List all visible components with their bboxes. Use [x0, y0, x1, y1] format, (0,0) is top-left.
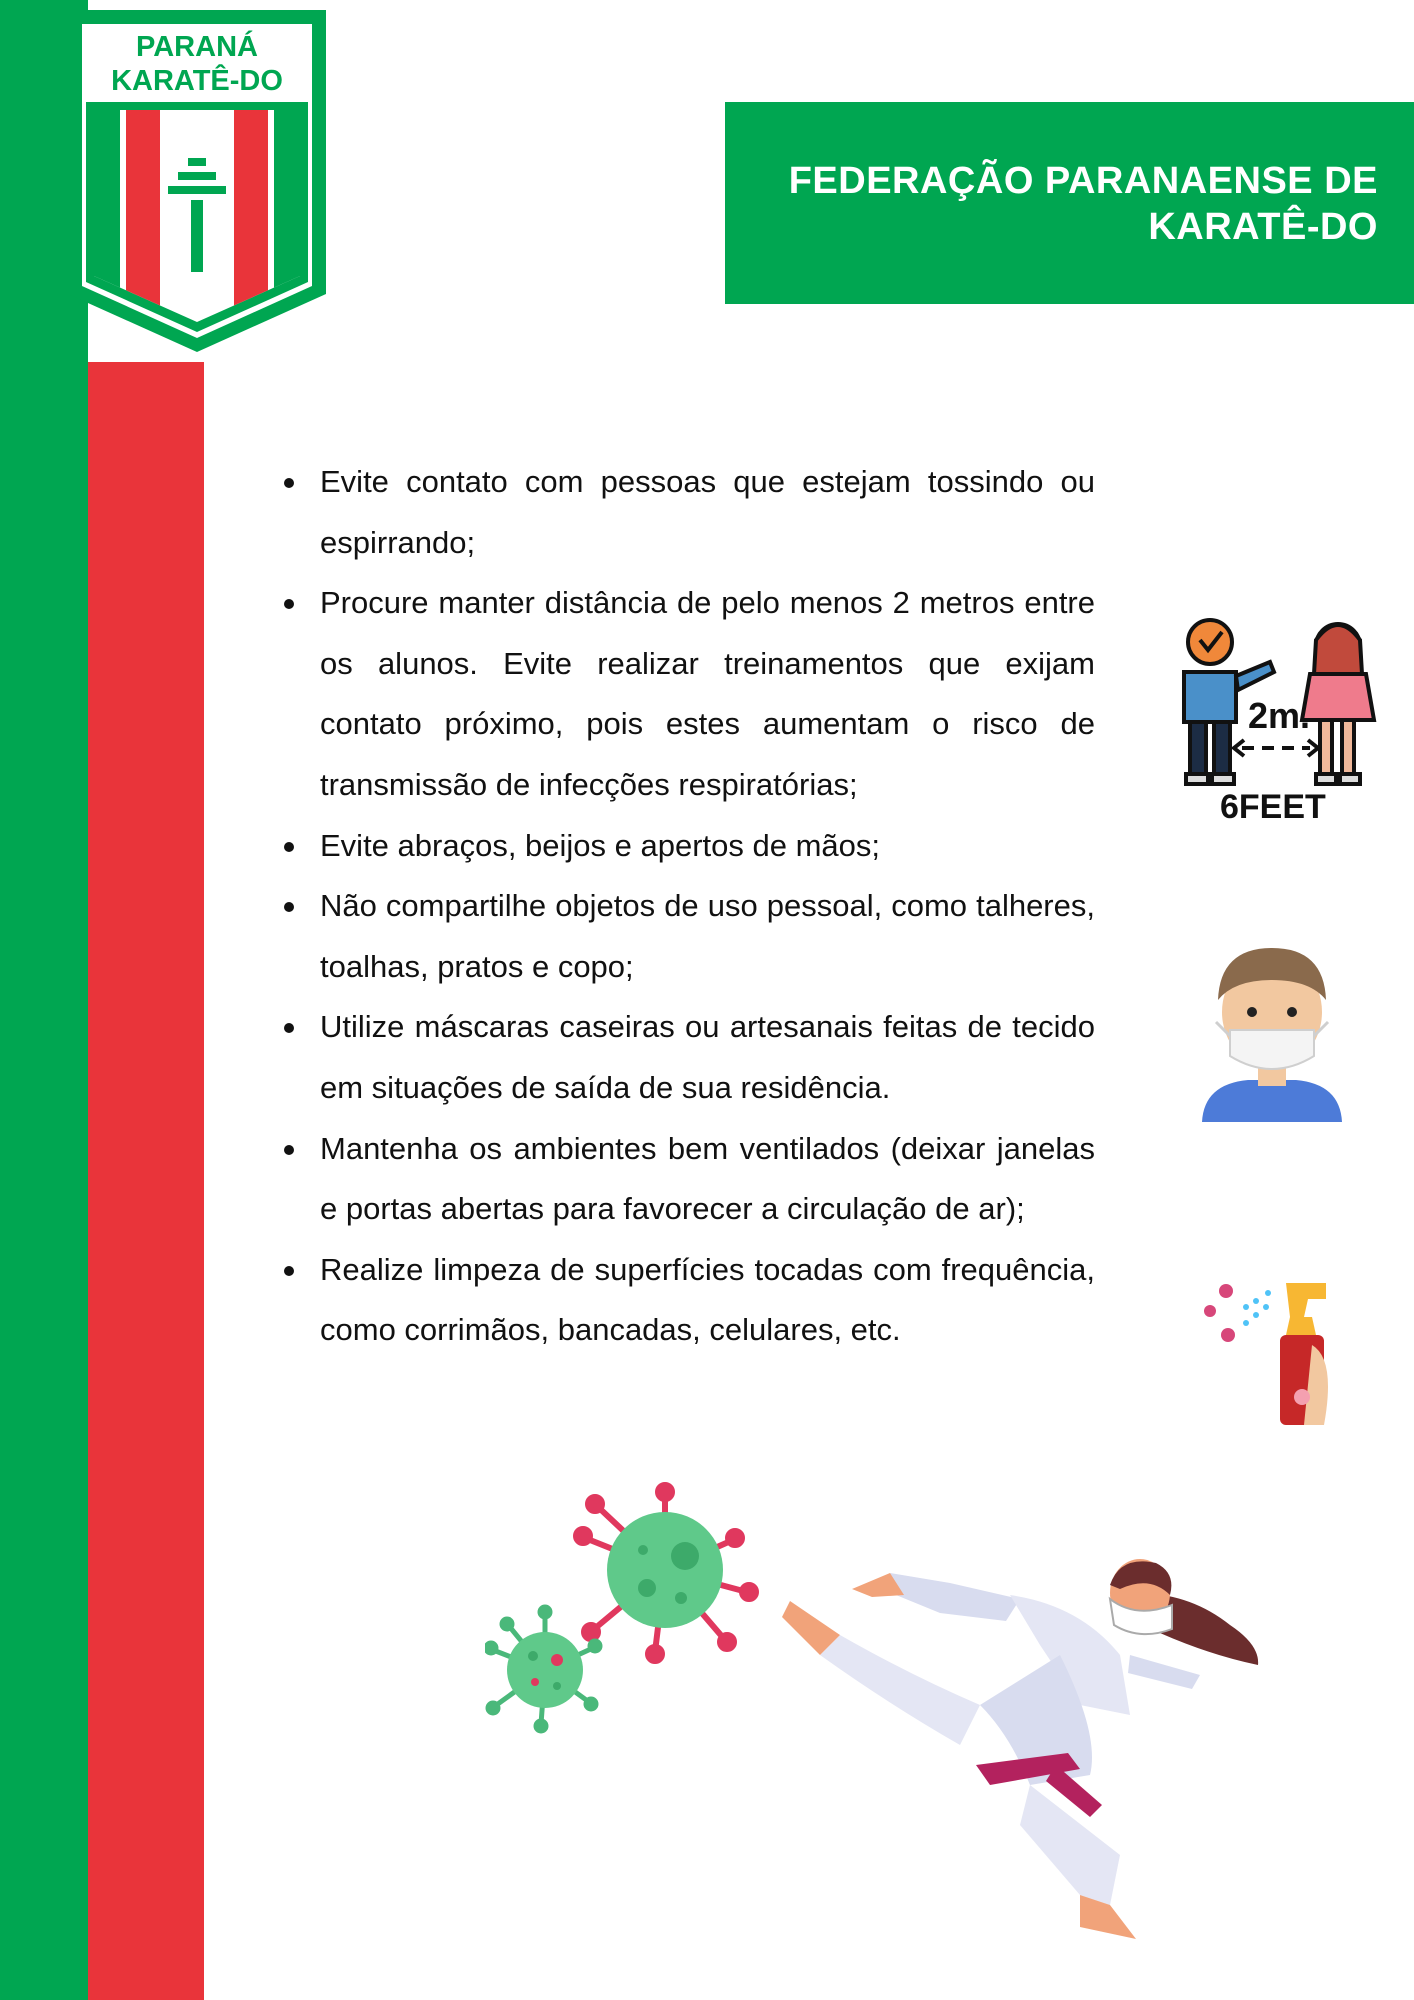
list-item	[280, 452, 1095, 573]
left-red-stripe	[88, 362, 204, 2000]
masked-person-icon	[1200, 940, 1345, 1122]
list-item-text: Não compartilhe objetos de uso pessoal, como talheres, toalhas, pratos e copo;	[320, 888, 1095, 984]
logo-line2: KARATÊ-DO	[111, 65, 283, 97]
list-item-text: Evite abraços, beijos e apertos de mãos;	[320, 827, 881, 863]
spray-bottle-icon	[1200, 1275, 1345, 1425]
bullet-dot-icon	[284, 1145, 294, 1155]
list-item-text: Evite contato com pessoas que estejam tossindo ou espirrando;	[320, 464, 1095, 560]
social-distance-icon	[1170, 610, 1380, 825]
distance-label-6feet: 6FEET	[1220, 788, 1326, 825]
logo-line1: PARANÁ	[136, 31, 258, 63]
bullet-dot-icon	[284, 599, 294, 609]
bullet-dot-icon	[284, 902, 294, 912]
bullet-dot-icon	[284, 842, 294, 852]
list-item	[280, 816, 1095, 877]
list-item-text: Mantenha os ambientes bem ventilados (deixar janelas e portas abertas para favorecer a circulação de ar);	[320, 1130, 1095, 1227]
karate-kick-illustration	[780, 1555, 1340, 1940]
list-item	[280, 876, 1095, 997]
bullet-dot-icon	[284, 478, 294, 488]
list-item-text: Procure manter distância de pelo menos 2 metros entre os alunos. Evite realizar treinamentos que exijam contato próximo, pois estes aumentam o risco de transmissão de infecções respiratórias;	[320, 585, 1095, 802]
header-title-box	[725, 102, 1414, 304]
distance-label-2m: 2m.	[1248, 695, 1311, 736]
virus-icon	[485, 1480, 765, 1740]
list-item	[280, 573, 1095, 815]
bullet-dot-icon	[284, 1023, 294, 1033]
bullet-dot-icon	[284, 1266, 294, 1276]
list-item	[280, 1119, 1095, 1240]
header-title-line1: FEDERAÇÃO PARANAENSE DE	[788, 160, 1378, 202]
list-item-text: Realize limpeza de superfícies tocadas com frequência, como corrimãos, bancadas, celulares, etc.	[320, 1251, 1095, 1348]
list-item	[280, 997, 1095, 1118]
prevention-tips-list	[280, 452, 1095, 1361]
list-item-text: Utilize máscaras caseiras ou artesanais feitas de tecido em situações de saída de sua residência.	[320, 1009, 1095, 1105]
list-item	[280, 1240, 1095, 1361]
karate-do-shield-logo	[62, 6, 332, 356]
header-title-line2: KARATÊ-DO	[1148, 206, 1378, 248]
